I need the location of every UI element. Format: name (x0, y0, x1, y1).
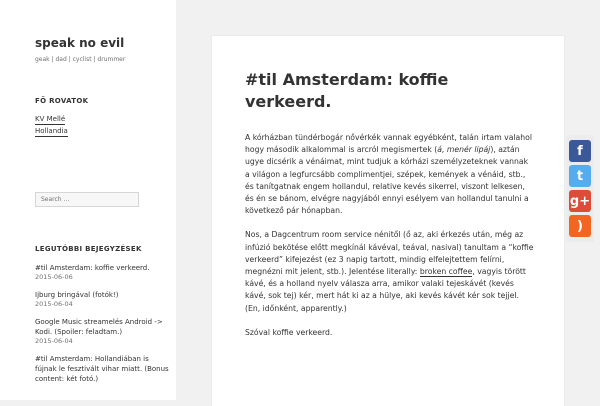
post-content (245, 132, 535, 351)
post-title[interactable]: #til Amsterdam: koffie verkeerd. (245, 70, 449, 111)
p1-italic: á, menér lipáj (437, 145, 491, 155)
rss-share-button[interactable] (569, 215, 591, 237)
recent-post-link[interactable]: #til Amsterdam: koffie verkeerd. (35, 264, 150, 272)
twitter-icon: t (576, 168, 584, 184)
post-paragraph-1 (245, 132, 535, 217)
site-description: geak | dad | cyclist | drummer (35, 56, 126, 63)
sidebar (0, 0, 176, 400)
recent-post-date: 2015-06-04 (35, 337, 73, 345)
recent-post-link[interactable]: Ijburg bringával (fotók!) (35, 291, 119, 299)
categories-widget (35, 97, 165, 139)
recent-posts-widget (35, 245, 170, 392)
recent-post-link[interactable]: #til Amsterdam: Hollandiában is fújnak le fesztivált vihar miatt. (Bonus content: két fotó.) (35, 355, 169, 383)
google-plus-icon: g+ (569, 193, 591, 209)
p2-text-a: Nos, a Dagcentrum room service nénitől (ő az, aki érkezés után, még az infúzió bekötése előtt megkínál kávéval, teával, nasival) tanultam a “koffie verkeerd” kifejezést (ez 3 napig tartott, mindig elfelejtettem felírni, megnézni mit jelent, stb.). Jelentése literally: (245, 230, 534, 277)
site-title[interactable]: speak no evil (35, 36, 125, 50)
recent-post-item (35, 290, 170, 309)
broken-coffee-link[interactable]: broken coffee (419, 267, 473, 277)
recent-posts-title: LEGUTÓBBI BEJEGYZÉSEK (35, 245, 142, 253)
site-branding (35, 36, 165, 63)
google-plus-share-button[interactable] (569, 190, 591, 212)
recent-post-item (35, 263, 170, 282)
post-article (212, 36, 564, 406)
search-input[interactable]: Search ... (35, 192, 139, 207)
facebook-share-button[interactable] (569, 140, 591, 162)
post-paragraph-2 (245, 229, 535, 314)
category-item (35, 127, 165, 135)
recent-post-date: 2015-06-06 (35, 273, 73, 281)
category-link-hollandia[interactable]: Hollandia (35, 127, 68, 135)
post-paragraph-3: Szóval koffie verkeerd. (245, 327, 333, 337)
facebook-icon: f (577, 143, 583, 159)
p1-text-b: ), aztán ugye dicsérik a vénáimat, mint tudjuk a kórházi személyzeteknek vannak a világon a legfurcsább complimentjei, szépek, kemények a vénáid, stb., és tanítgatnak engem hollandul, relative kevés sikerrel, viszont lelkesen, és én se bánom, elvégre nagyjából ennyi esélyem van hollandul tanulni a következő pár hónapban. (245, 145, 529, 216)
p1-text-a: A kórházban tündérbogár nővérkék vannak egyébként, talán irtam valahol hogy második alkalommal is arcról megismertek ( (245, 133, 532, 155)
recent-post-link[interactable]: Google Music streamelés Android -> Kodi. (Spoiler: feladtam.) (35, 318, 163, 336)
rss-icon: ) (577, 218, 583, 234)
recent-post-item (35, 317, 170, 346)
recent-post-item (35, 354, 170, 384)
category-item (35, 115, 165, 123)
twitter-share-button[interactable] (569, 165, 591, 187)
p2-text-b: , vagyis törött kávé, és a holland nyelv válasza arra, amikor valaki tejeskávét (kevés kávé, sok tej) kér, mert hát ki az a hülye, aki kevés kávét kér sok tejjel. (En, időnként, apparently.) (245, 267, 526, 313)
share-bar (566, 135, 594, 242)
recent-post-date: 2015-06-04 (35, 300, 73, 308)
categories-widget-title: FŐ ROVATOK (35, 97, 89, 105)
category-link-kv-melle[interactable]: KV Mellé (35, 115, 66, 123)
